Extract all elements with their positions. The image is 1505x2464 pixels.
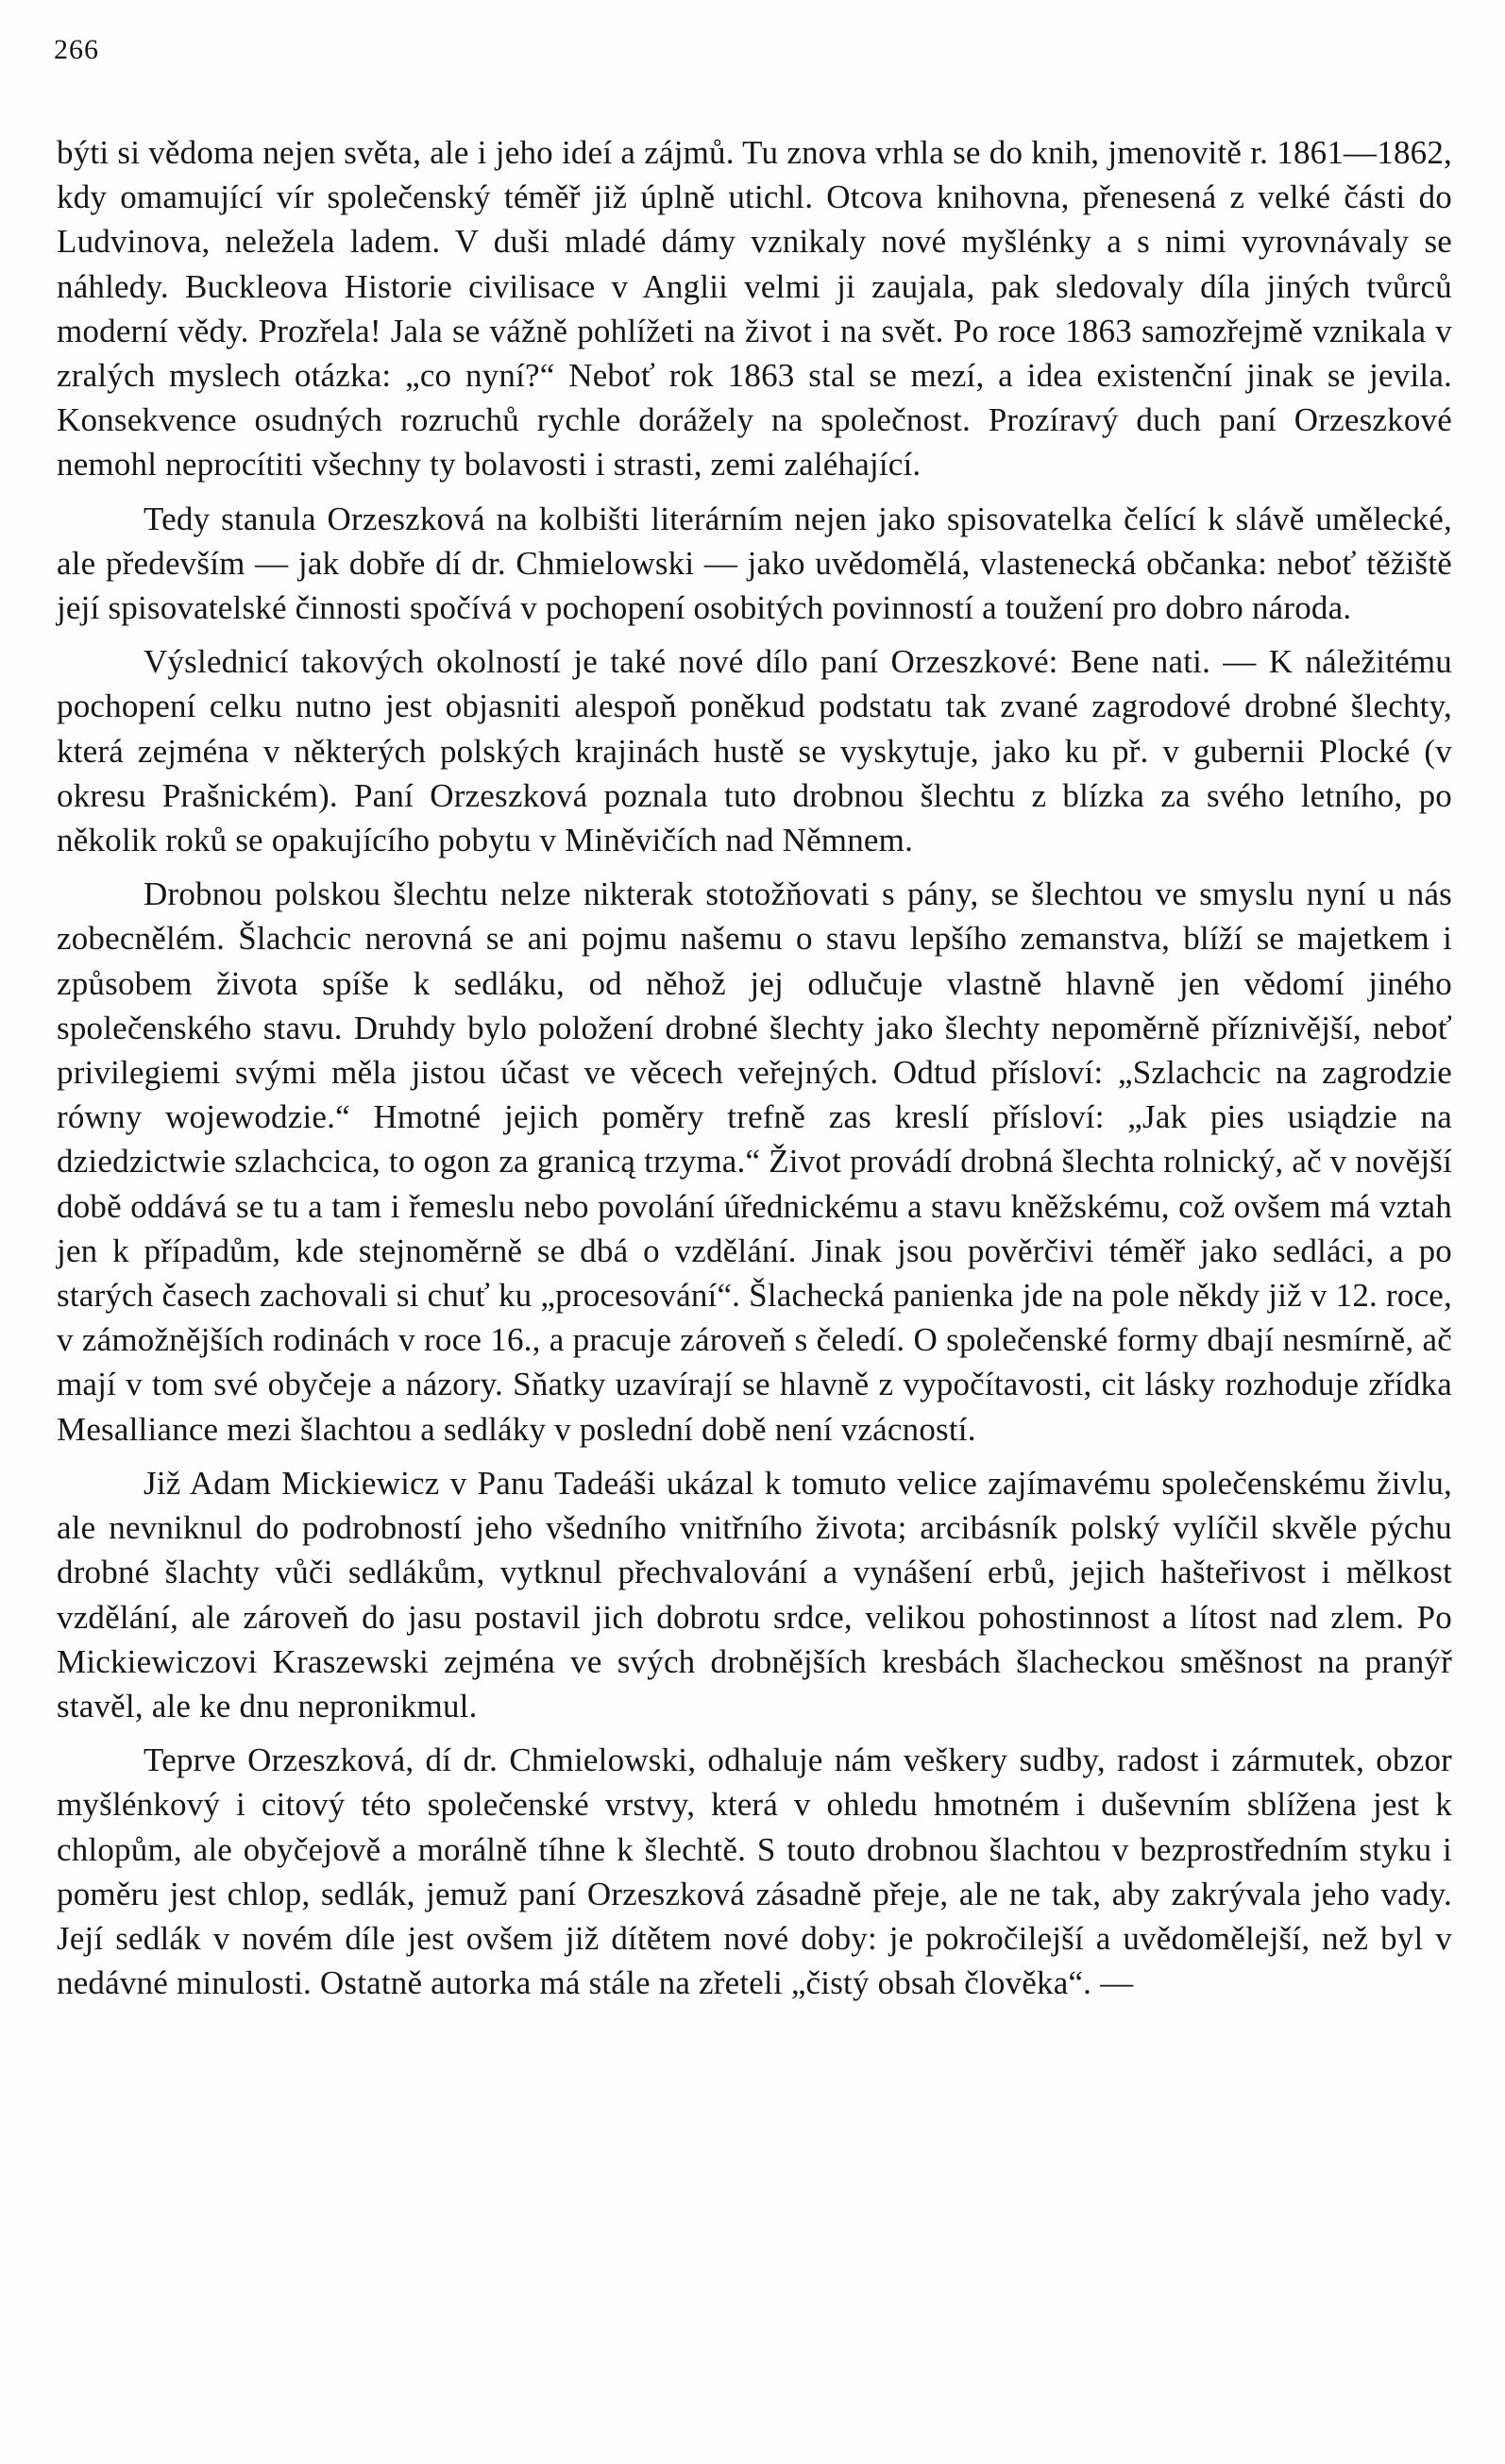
paragraph: Tedy stanula Orzeszková na kolbišti literárním nejen jako spisovatelka čelící k slávě umělecké, ale především — jak dobře dí dr. Chmielowski — jako uvědomělá, vlastenecká občanka: neboť těžiště její spisovatelské činnosti spočívá v pochopení osobitých povinností a toužení pro dobro národa. xyxy=(57,500,1452,627)
paragraph: býti si vědoma nejen světa, ale i jeho ideí a zájmů. Tu znova vrhla se do knih, jmenovitě r. 1861—1862, kdy omamující vír společenský téměř již úplně utichl. Otcova knihovna, přenesená z velké části do Ludvinova, neležela ladem. V duši mladé dámy vznikaly nové myšlénky a s nimi vyrovnávaly se náhledy. Buckleova Historie civilisace v Anglii velmi ji zaujala, pak sledovaly díla jiných tvůrců moderní vědy. Prozřela! Jala se vážně pohlížeti na život i na svět. Po roce 1863 samozřejmě vznikala v zralých myslech otázka: „co nyní?“ Neboť rok 1863 stal se mezí, a idea existenční jinak se jevila. Konsekvence osudných rozruchů rychle dorážely na společnost. Prozíravý duch paní Orzeszkové nemohl neprocítiti všechny ty bolavosti i strasti, zemi zaléhající. xyxy=(57,134,1452,484)
body-text xyxy=(57,130,1452,2005)
paragraph: Již Adam Mickiewicz v Panu Tadeáši ukázal k tomuto velice zajímavému společenskému živlu, ale nevniknul do podrobností jeho všedního vnitřního života; arcibásník polský vylíčil skvěle pýchu drobné šlachty vůči sedlákům, vytknul přechvalování a vynášení erbů, jejich hašteřivost i mělkost vzdělání, ale zároveň do jasu postavil jich dobrotu srdce, velikou pohostinnost a lítost nad zlem. Po Mickiewiczovi Kraszewski zejména ve svých drobnějších kresbách šlacheckou směšnost na pranýř stavěl, ale ke dnu nepronikmul. xyxy=(57,1464,1452,1725)
paragraph: Drobnou polskou šlechtu nelze nikterak stotožňovati s pány, se šlechtou ve smyslu nyní u nás zobecnělém. Šlachcic nerovná se ani pojmu našemu o stavu lepšího zemanstva, blíží se majetkem i způsobem života spíše k sedláku, od něhož jej odlučuje vlastně hlavně jen vědomí jiného společenského stavu. Druhdy bylo položení drobné šlechty jako šlechty nepoměrně příznivější, neboť privilegiemi svými měla jistou účast ve věcech veřejných. Odtud přísloví: „Szlachcic na zagrodzie równy wojewodzie.“ Hmotné jejich poměry trefně zas kreslí přísloví: „Jak pies usiądzie na dziedzictwie szlachcica, to ogon za granicą trzyma.“ Život provádí drobná šlechta rolnický, ač v novější době oddává se tu a tam i řemeslu nebo povolání úřednickému a stavu kněžskému, což ovšem má vztah jen k případům, kde stejnoměrně se dbá o vzdělání. Jinak jsou pověrčivi téměř jako sedláci, a po starých časech zachovali si chuť ku „procesování“. Šlachecká panienka jde na pole někdy již v 12. roce, v zámožnějších rodinách v roce 16., a pracuje zároveň s čeledí. O společenské formy dbají nesmírně, ač mají v tom své obyčeje a názory. Sňatky uzavírají se hlavně z vypočítavosti, cit lásky rozhoduje zřídka Mesalliance mezi šlachtou a sedláky v poslední době není vzácností. xyxy=(57,875,1452,1448)
page-number: 266 xyxy=(54,34,99,65)
paragraph: Výslednicí takových okolností je také nové dílo paní Orzeszkové: Bene nati. — K náležitému pochopení celku nutno jest objasniti alespoň poněkud podstatu tak zvané zagrodové drobné šlechty, která zejména v některých polských krajinách hustě se vyskytuje, jako ku př. v gubernii Plocké (v okresu Prašnickém). Paní Orzeszková poznala tuto drobnou šlechtu z blízka za svého letního, po několik roků se opakujícího pobytu v Miněvičích nad Němnem. xyxy=(57,643,1452,859)
paragraph: Teprve Orzeszková, dí dr. Chmielowski, odhaluje nám veškery sudby, radost i zármutek, obzor myšlénkový i citový této společenské vrstvy, která v ohledu hmotném i duševním sblížena jest k chlopům, ale obyčejově a morálně tíhne k šlechtě. S touto drobnou šlachtou v bezprostředním styku i poměru jest chlop, sedlák, jemuž paní Orzeszková zásadně přeje, ale ne tak, aby zakrývala jeho vady. Její sedlák v novém díle jest ovšem již dítětem nové doby: je pokročilejší a uvědomělejší, než byl v nedávné minulosti. Ostatně autorka má stále na zřeteli „čistý obsah člověka“. — xyxy=(57,1742,1452,2002)
